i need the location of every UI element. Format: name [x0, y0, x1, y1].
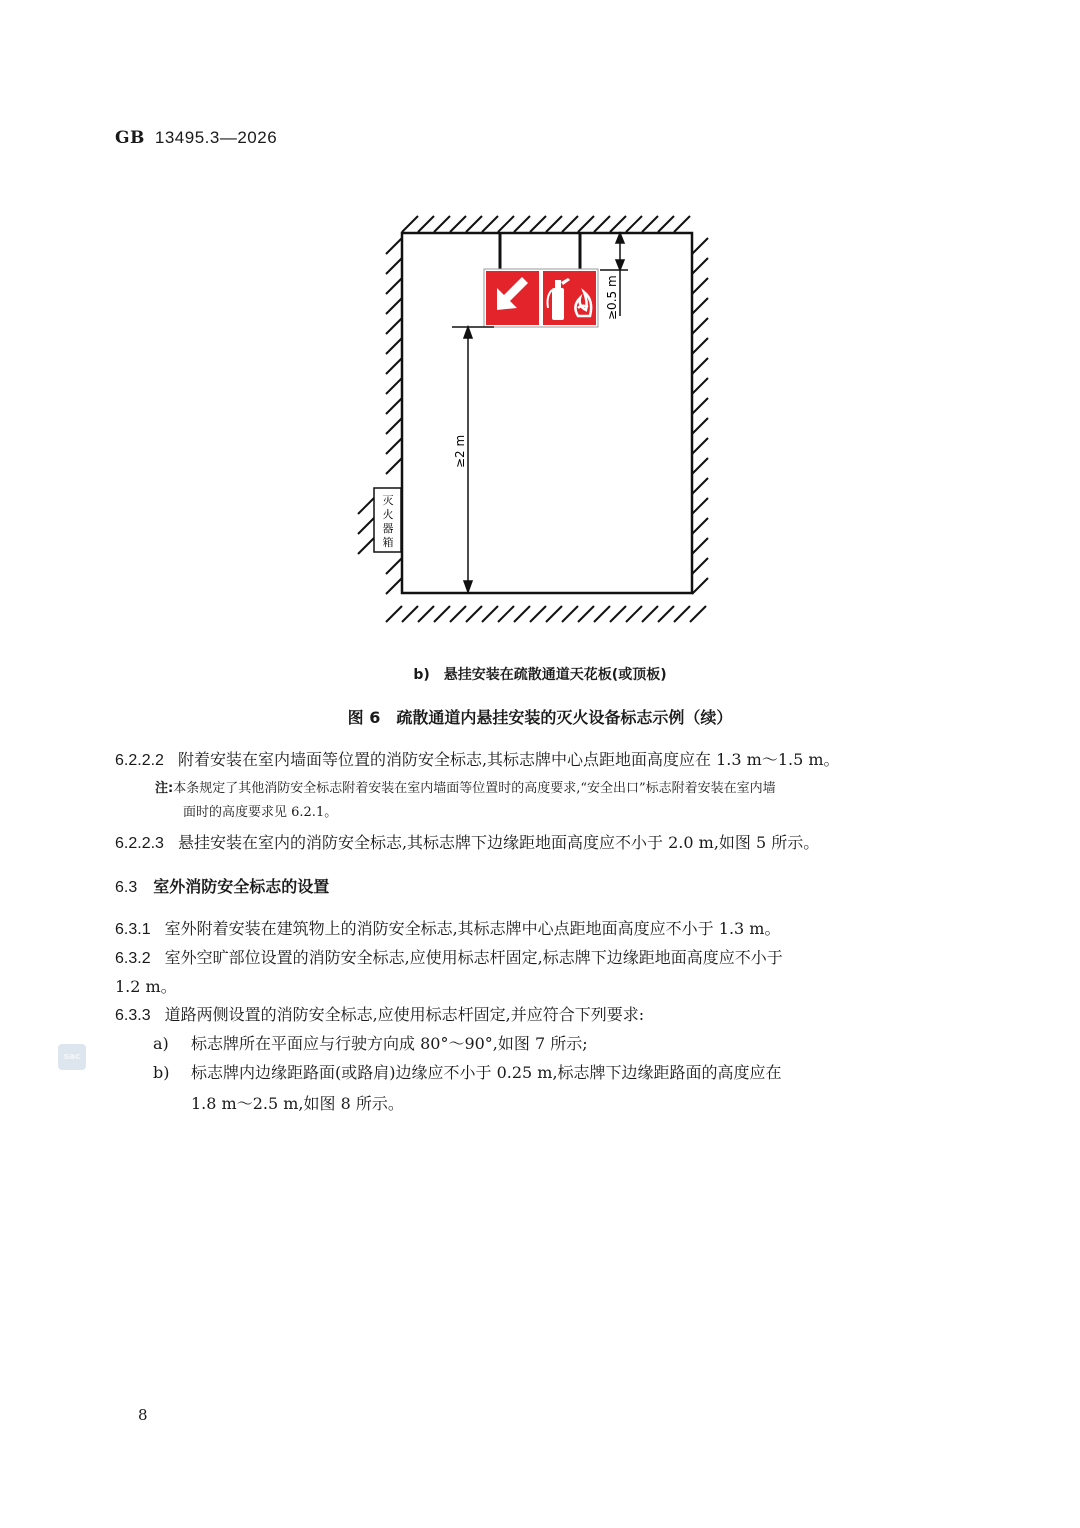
- document-header: [115, 128, 277, 148]
- ceiling-hatch: [402, 216, 690, 232]
- std-number: 13495.3—2026: [154, 128, 278, 147]
- list-item-continuation: 1.8 m～2.5 m,如图 8 所示。: [191, 1094, 404, 1113]
- section-heading: 6.3 室外消防安全标志的设置: [115, 877, 330, 896]
- list-item: a) 标志牌所在平面应与行驶方向成 80°～90°,如图 7 所示;: [153, 1034, 588, 1053]
- right-wall-hatch: [692, 238, 708, 594]
- clause-6-3-2-continuation: 1.2 m。: [115, 977, 177, 996]
- dim-height-label: ≥2 m: [453, 434, 467, 468]
- note: 注:本条规定了其他消防安全标志附着安装在室内墙面等位置时的高度要求,“安全出口”标志附着安装在室内墙 面时的高度要求见 6.2.1。: [155, 781, 776, 820]
- box-label: 灭火器箱: [382, 494, 394, 549]
- page-number: 8: [138, 1406, 148, 1424]
- clause-6-3-1: 6.3.1 室外附着安装在建筑物上的消防安全标志,其标志牌中心点距地面高度应不小于 1.3 m。: [115, 919, 781, 938]
- dim-top-label: ≥0.5 m: [605, 275, 619, 320]
- fire-equipment-sign: [484, 269, 598, 327]
- installation-diagram: [352, 208, 722, 628]
- clause-6-2-2-2: 6.2.2.2 附着安装在室内墙面等位置的消防安全标志,其标志牌中心点距地面高度应在 1.3 m～1.5 m。: [115, 750, 840, 769]
- watermark-stamp: sac: [58, 1044, 86, 1070]
- clause-6-3-2: 6.3.2 室外空旷部位设置的消防安全标志,应使用标志杆固定,标志牌下边缘距地面高度应不小于: [115, 948, 783, 967]
- figure-sub-caption: b) 悬挂安装在疏散通道天花板(或顶板): [413, 667, 667, 683]
- std-code: GB: [115, 128, 145, 148]
- clause-6-2-2-3: 6.2.2.3 悬挂安装在室内的消防安全标志,其标志牌下边缘距地面高度应不小于 2.0 m,如图 5 所示。: [115, 833, 820, 852]
- floor-hatch: [386, 606, 706, 622]
- clause-6-3-3: 6.3.3 道路两侧设置的消防安全标志,应使用标志杆固定,并应符合下列要求:: [115, 1005, 645, 1024]
- list-item: b) 标志牌内边缘距路面(或路肩)边缘应不小于 0.25 m,标志牌下边缘距路面的高度应在: [153, 1063, 782, 1082]
- figure-caption: 图 6 疏散通道内悬挂安装的灭火设备标志示例（续）: [347, 708, 733, 727]
